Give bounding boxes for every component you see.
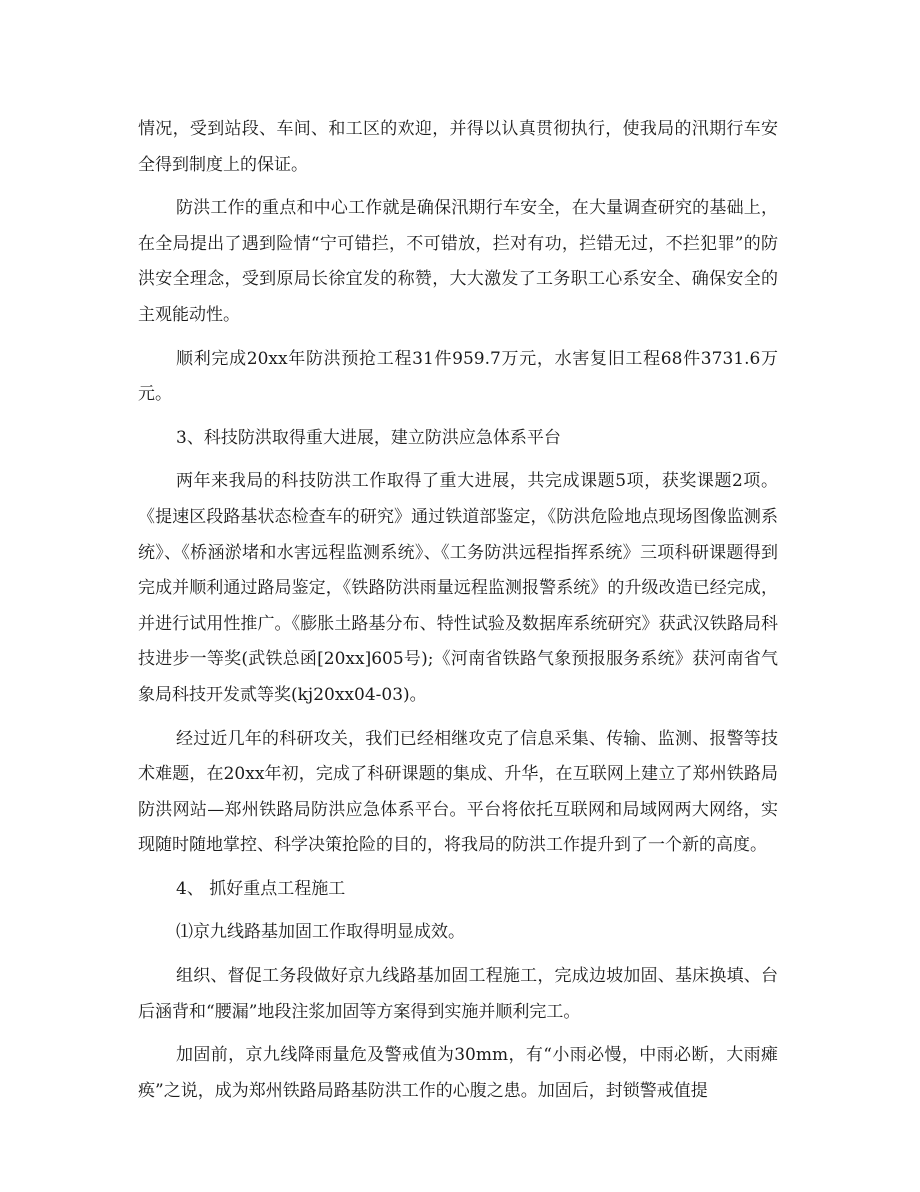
paragraph-9: 组织、督促工务段做好京九线路基加固工程施工，完成边坡加固、基床换填、台后涵背和“腰漏”地段注浆加固等方案得到实施并顺利完工。 — [138, 966, 778, 1022]
document-body — [138, 112, 778, 1117]
section-heading-3: 3、科技防洪取得重大进展，建立防洪应急体系平台 — [176, 427, 561, 448]
paragraph-10: 加固前，京九线降雨量危及警戒值为30mm，有“小雨必慢，中雨必断，大雨瘫痪”之说，成为郑州铁路局路基防洪工作的心腹之患。加固后，封锁警戒值提 — [138, 1045, 778, 1101]
paragraph-2: 防洪工作的重点和中心工作就是确保汛期行车安全，在大量调查研究的基础上，在全局提出了遇到险情“宁可错拦，不可错放，拦对有功，拦错无过，不拦犯罪”的防洪安全理念，受到原局长徐宜发的称赞，大大激发了工务职工心系安全、确保安全的主观能动性。 — [138, 198, 778, 325]
section-heading-4: 4、 抓好重点工程施工 — [176, 878, 346, 899]
subsection-heading-1: ⑴京九线路基加固工作取得明显成效。 — [176, 922, 465, 943]
paragraph-1: 情况，受到站段、车间、和工区的欢迎，并得以认真贯彻执行，使我局的汛期行车安全得到制度上的保证。 — [138, 119, 778, 175]
paragraph-3: 顺利完成20xx年防洪预抢工程31件959.7万元，水害复旧工程68件3731.6万元。 — [138, 348, 778, 405]
paragraph-6: 经过近几年的科研攻关，我们已经相继攻克了信息采集、传输、监测、报警等技术难题，在20xx年初，完成了科研课题的集成、升华，在互联网上建立了郑州铁路局防洪网站—郑州铁路局防洪应急体系平台。平台将依托互联网和局域网两大网络，实现随时随地掌控、科学决策抢险的目的，将我局的防洪工作提升到了一个新的高度。 — [138, 728, 778, 856]
paragraph-5: 两年来我局的科技防洪工作取得了重大进展，共完成课题5项，获奖课题2项。《提速区段路基状态检查车的研究》通过铁道部鉴定，《防洪危险地点现场图像监测系统》、《桥涵淤堵和水害远程监测系统》、《工务防洪远程指挥系统》三项科研课题得到完成并顺利通过路局鉴定，《铁路防洪雨量远程监测报警系统》的升级改造已经完成，并进行试用性推广。《膨胀土路基分布、特性试验及数据库系统研究》获武汉铁路局科技进步一等奖(武铁总函[20xx]605号);《河南省铁路气象预报服务系统》获河南省气象局科技开发贰等奖(kj20xx04-03)。 — [138, 471, 778, 705]
